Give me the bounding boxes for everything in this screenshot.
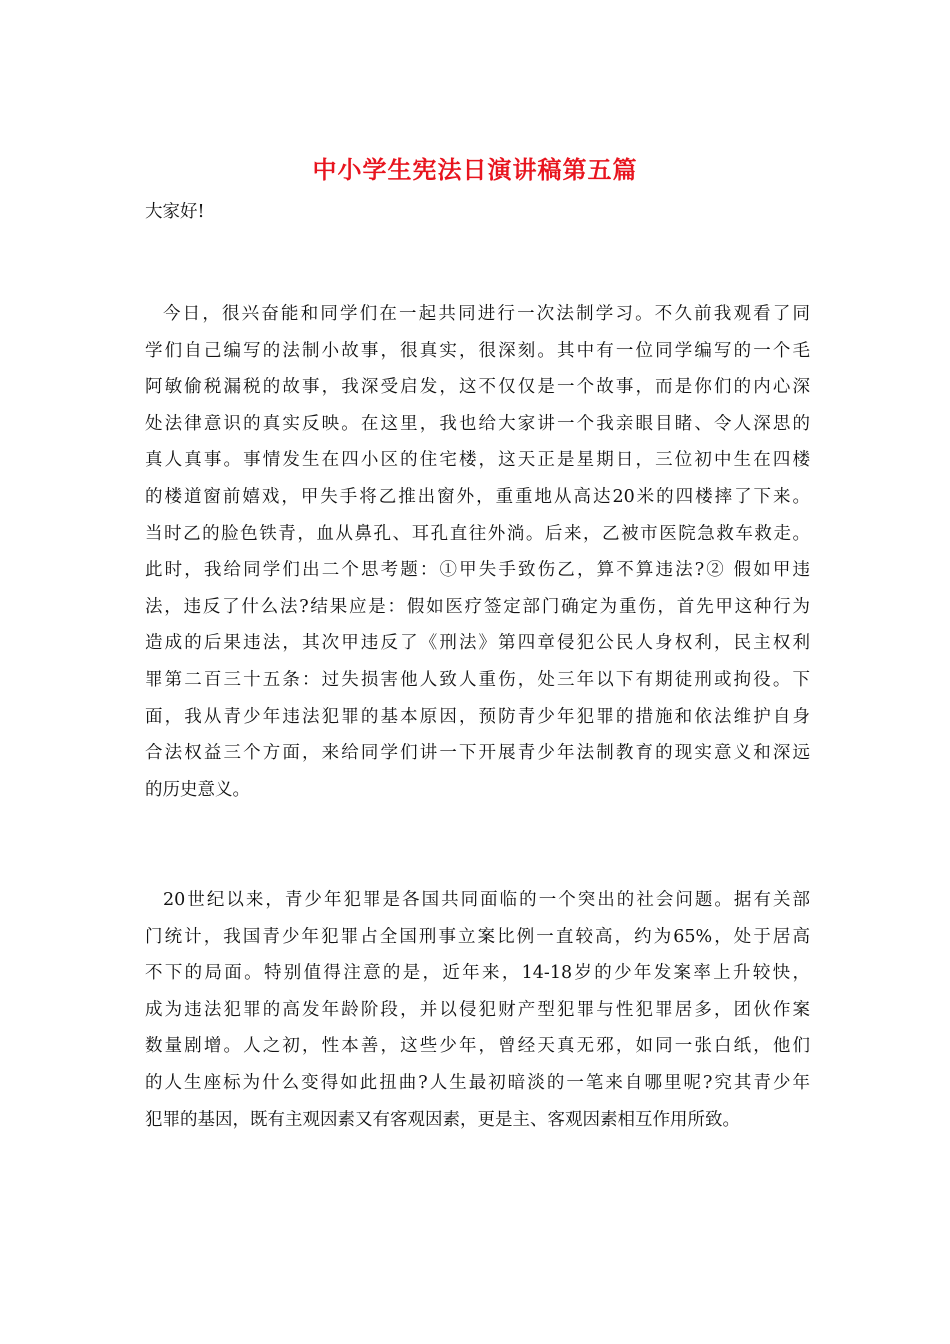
paragraph-line: 今日，很兴奋能和同学们在一起共同进行一次法制学习。不久前我观看了同 <box>163 304 810 324</box>
paragraph-line: 当时乙的脸色铁青，血从鼻孔、耳孔直往外淌。后来，乙被市医院急救车救走。 <box>145 523 810 544</box>
paragraph-line: 20世纪以来，青少年犯罪是各国共同面临的一个突出的社会问题。据有关部 <box>163 890 810 910</box>
paragraph-line: 不下的局面。特别值得注意的是，近年来，14-18岁的少年发案率上升较快， <box>145 963 810 984</box>
paragraph-2 <box>145 882 810 1138</box>
paragraph-line: 面，我从青少年违法犯罪的基本原因，预防青少年犯罪的措施和依法维护自身 <box>145 706 810 727</box>
paragraph-line: 的人生座标为什么变得如此扭曲?人生最初暗淡的一笔来自哪里呢?究其青少年 <box>145 1072 810 1093</box>
paragraph-line: 合法权益三个方面，来给同学们讲一下开展青少年法制教育的现实意义和深远 <box>145 743 810 764</box>
paragraph-1 <box>145 296 810 808</box>
document-title: 中小学生宪法日演讲稿第五篇 <box>312 155 638 184</box>
paragraph-line: 造成的后果违法，其次甲违反了《刑法》第四章侵犯公民人身权利，民主权利 <box>145 633 810 654</box>
paragraph-line: 数量剧增。人之初，性本善，这些少年，曾经天真无邪，如同一张白纸，他们 <box>145 1036 810 1057</box>
paragraph-line: 门统计，我国青少年犯罪占全国刑事立案比例一直较高，约为65%，处于居高 <box>145 926 810 947</box>
greeting-text: 大家好! <box>145 202 205 222</box>
paragraph-line: 学们自己编写的法制小故事，很真实，很深刻。其中有一位同学编写的一个毛 <box>145 340 810 361</box>
paragraph-line: 犯罪的基因，既有主观因素又有客观因素，更是主、客观因素相互作用所致。 <box>145 1109 740 1130</box>
paragraph-line: 罪第二百三十五条：过失损害他人致人重伤，处三年以下有期徒刑或拘役。下 <box>145 669 810 690</box>
paragraph-line: 的历史意义。 <box>145 779 250 800</box>
paragraph-line: 法，违反了什么法?结果应是：假如医疗签定部门确定为重伤，首先甲这种行为 <box>145 596 810 617</box>
paragraph-line: 的楼道窗前嬉戏，甲失手将乙推出窗外，重重地从高达20米的四楼摔了下来。 <box>145 486 810 507</box>
paragraph-line: 此时，我给同学们出二个思考题：①甲失手致伤乙，算不算违法?② 假如甲违 <box>145 560 810 581</box>
paragraph-line: 阿敏偷税漏税的故事，我深受启发，这不仅仅是一个故事，而是你们的内心深 <box>145 377 810 398</box>
paragraph-line: 真人真事。事情发生在四小区的住宅楼，这天正是星期日，三位初中生在四楼 <box>145 450 810 471</box>
paragraph-line: 处法律意识的真实反映。在这里，我也给大家讲一个我亲眼目睹、令人深思的 <box>145 413 810 434</box>
paragraph-line: 成为违法犯罪的高发年龄阶段，并以侵犯财产型犯罪与性犯罪居多，团伙作案 <box>145 999 810 1020</box>
